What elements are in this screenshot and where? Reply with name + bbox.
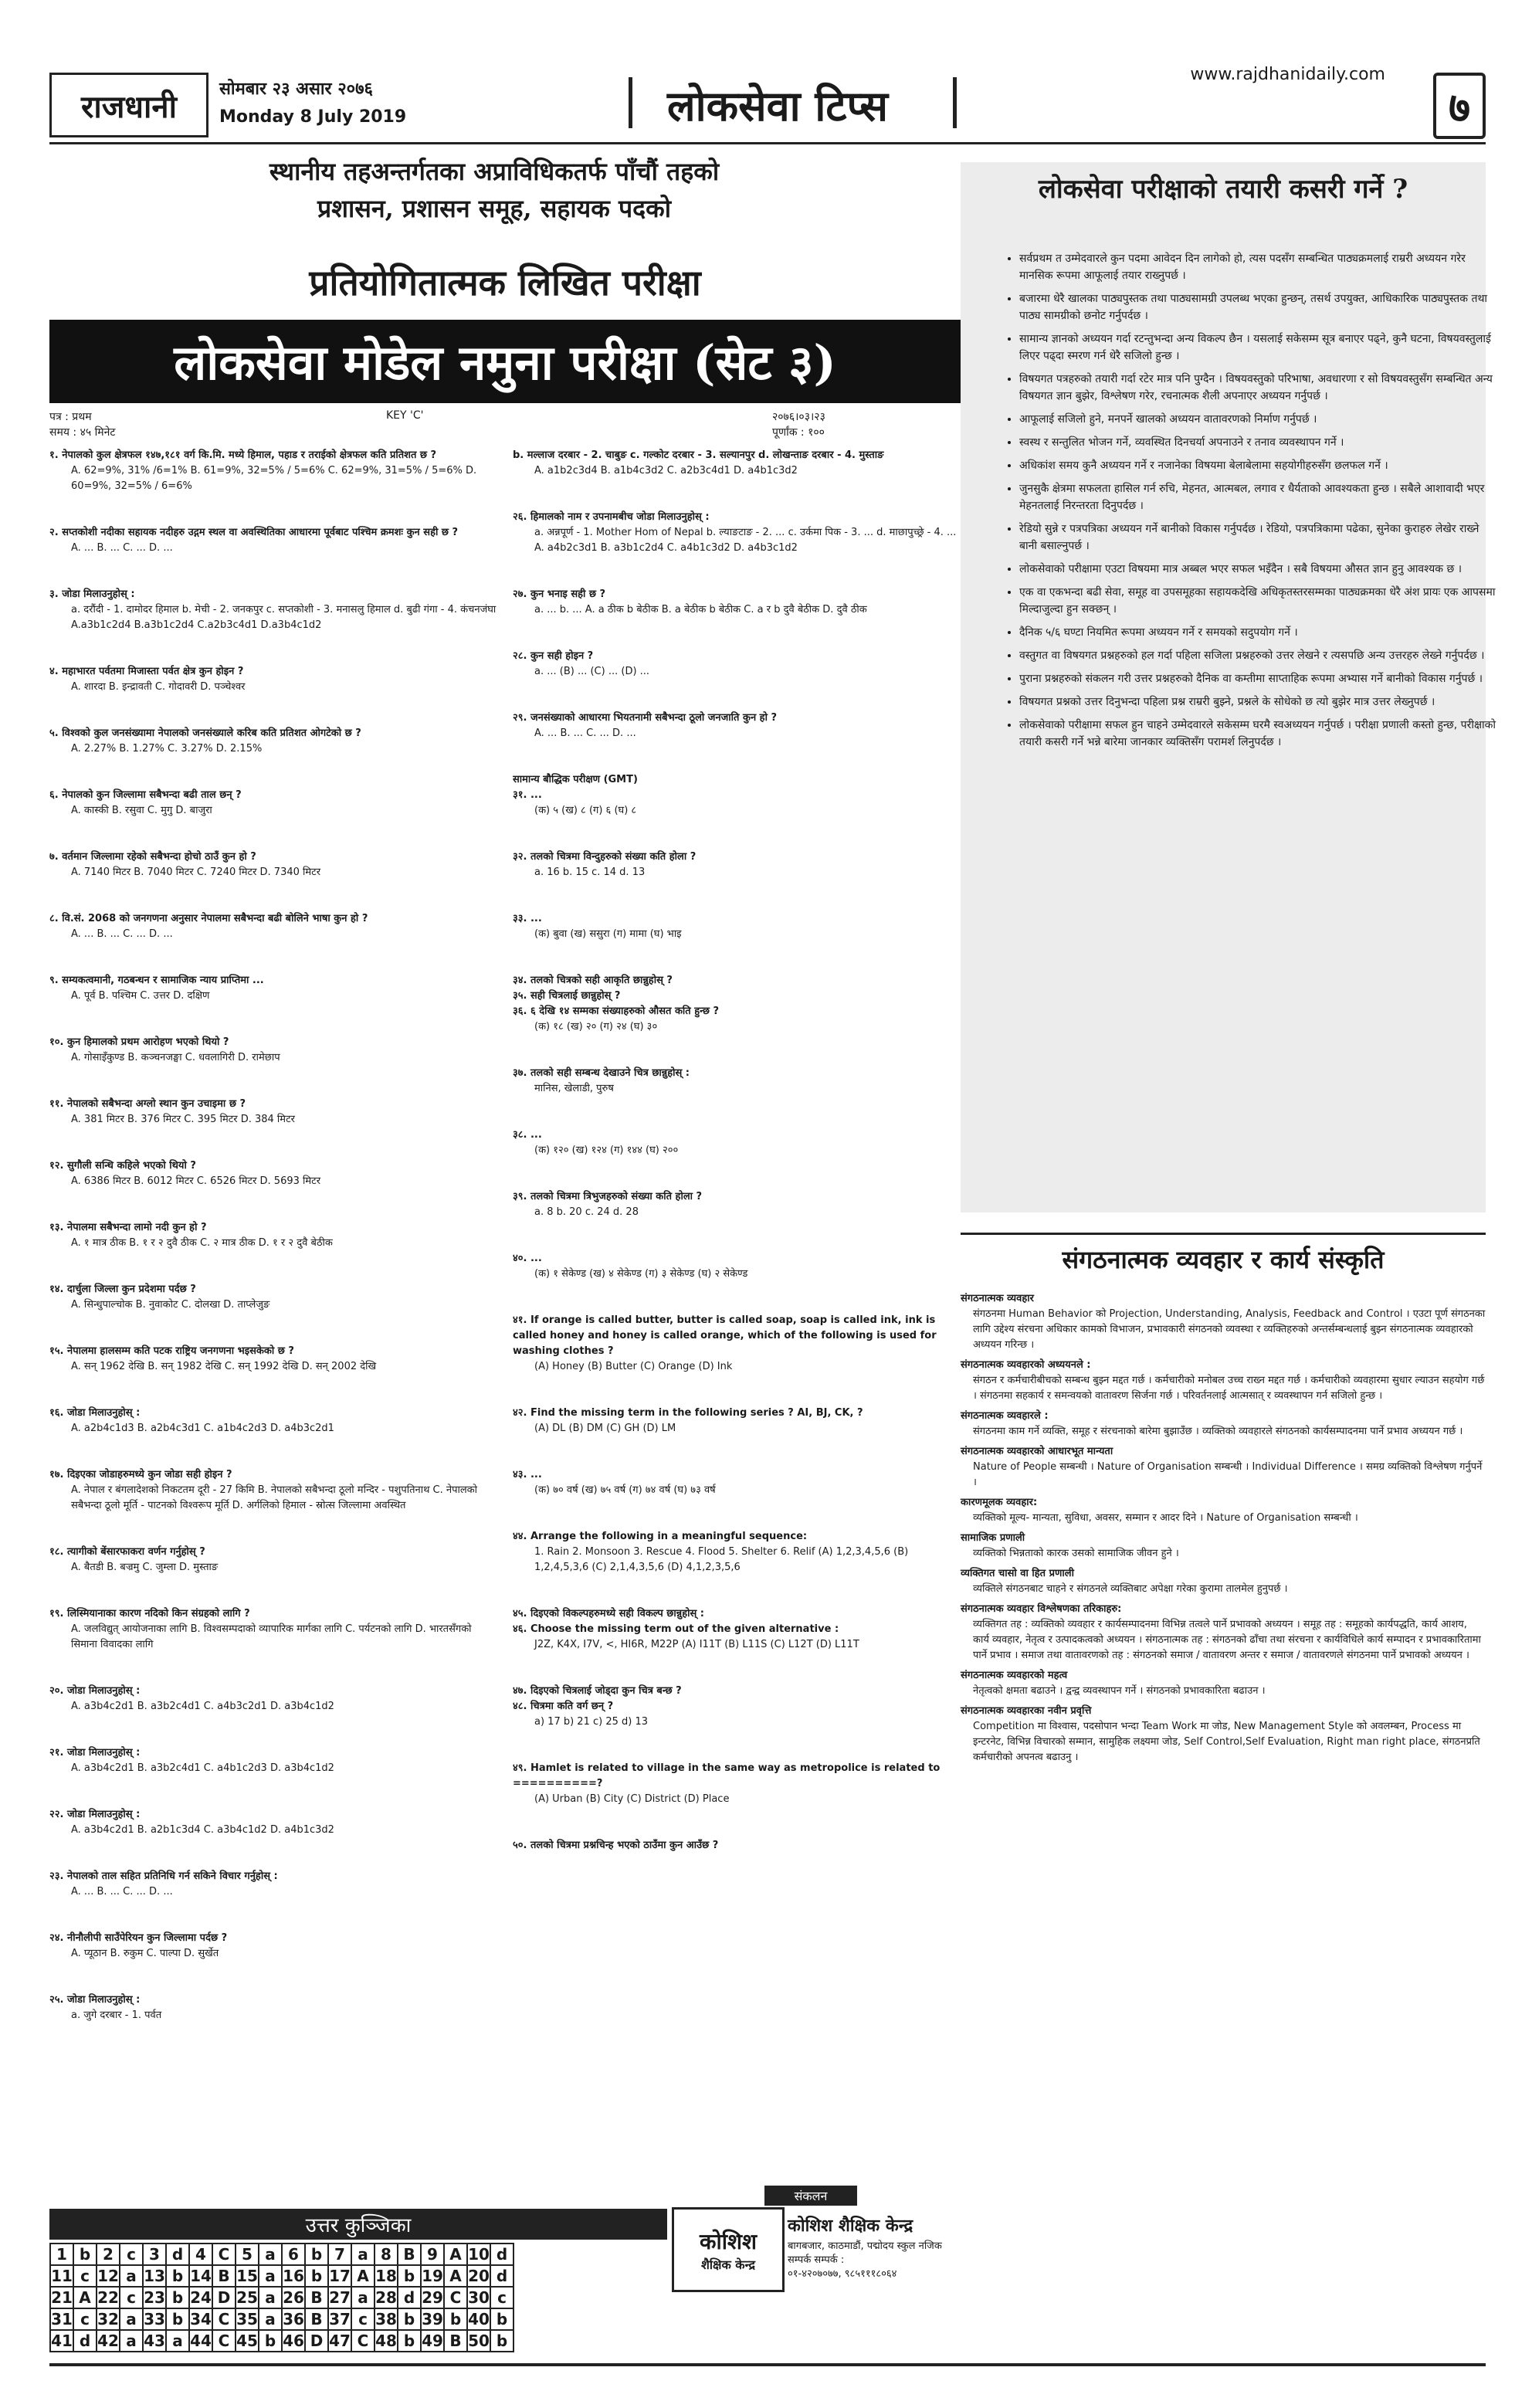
answer-cell: A xyxy=(351,2265,375,2287)
heading-line1: स्थानीय तहअन्तर्गतका अप्राविधिकतर्फ पाँचौं तहको xyxy=(269,157,720,186)
answer-cell: d xyxy=(398,2287,421,2308)
tip-item: • जुनसुकै क्षेत्रमा सफलता हासिल गर्न रुचि, मेहनत, आत्मबल, लगाव र धैर्यताको आवश्यकता हुन्छ । सबैले आशावादी भएर मेहनतलाई निरन्तरता दिनुपर्दछ । xyxy=(1019,480,1498,514)
section-heading: संगठनात्मक व्यवहारको महत्व xyxy=(961,1670,1068,1681)
question-options: (A) Urban (B) City (C) District (D) Place xyxy=(534,1793,730,1805)
answer-cell: 2 xyxy=(97,2244,120,2265)
answer-cell: d xyxy=(490,2265,513,2287)
question-text: ७. वर्तमान जिल्लामा रहेको सबैभन्दा होचो ठाउँ कुन हो ? xyxy=(49,851,256,863)
section-heading: कारणमूलक व्यवहार: xyxy=(961,1497,1038,1508)
answer-cell: 27 xyxy=(329,2288,351,2307)
answer-cell: 3 xyxy=(143,2244,166,2265)
divider xyxy=(49,142,1486,144)
question-options: (क) ७० वर्ष (ख) ७५ वर्ष (ग) ७४ वर्ष (घ) ७३ वर्ष xyxy=(534,1484,716,1496)
answer-cell: 40 xyxy=(468,2310,490,2328)
question-text: १०. कुन हिमालको प्रथम आरोहण भएको थियो ? xyxy=(49,1036,229,1048)
answer-cell: c xyxy=(120,2287,143,2308)
answer-cell: 14 xyxy=(190,2267,212,2285)
answer-cell: d xyxy=(166,2244,189,2265)
tip-item: • विषयगत पत्रहरुको तयारी गर्दा रटेर मात्र पनि पुग्दैन । विषयवस्तुको परिभाषा, अवधारणा र सो विषयवस्तुसँग सम्बन्धित अन्य विषयगत ज्ञान बुझेर, विश्लेषण गरेर, रचनात्मक शैली अपनाएर अध्ययन गर्नुपर्छ । xyxy=(1019,371,1498,405)
answer-cell: 37 xyxy=(329,2310,351,2328)
tips-title: लोकसेवा परीक्षाको तयारी कसरी गर्ने ? xyxy=(1038,174,1408,205)
answer-cell: 24 xyxy=(190,2288,212,2307)
answer-cell: B xyxy=(305,2308,328,2330)
answer-cell: C xyxy=(212,2308,236,2330)
answer-cell: b xyxy=(73,2244,97,2265)
question-text: १४. दार्चुला जिल्ला कुन प्रदेशमा पर्दछ ? xyxy=(49,1284,196,1295)
question-text: ३३. ... xyxy=(513,913,542,924)
question-text: २९. जनसंख्याको आधारमा भियतनामी सबैभन्दा ठूलो जनजाति कुन हो ? xyxy=(513,712,778,724)
answer-cell: D xyxy=(212,2287,236,2308)
phone-number: ०१-४२०७०७७, ९८५१११८०६४ xyxy=(788,2268,897,2280)
section-text: Competition मा विश्वास, पदसोपान भन्दा Team Work मा जोड, New Management Style को अवलम्बन, Process मा इन्टरनेट, विभिन्न विचारको सम्मान, सामुहिक लक्ष्यमा जोड, Self Control,Self Evaluation, Right man right place, संगठनप्रति कर्मचारीको अपनत्व बढाउनु । xyxy=(973,1721,1480,1763)
question-options: (क) १२० (ख) १२४ (ग) १४४ (घ) २०० xyxy=(534,1145,679,1156)
question-text: २. सप्तकोशी नदीका सहायक नदीहरु उद्गम स्थल वा अवस्थितिका आधारमा पूर्वबाट पश्चिम क्रमशः कुन सही छ ? xyxy=(49,527,459,538)
answer-cell: A xyxy=(444,2244,467,2265)
question-options: (क) १८ (ख) २० (ग) २४ (घ) ३० xyxy=(534,1021,658,1033)
answer-cell: 8 xyxy=(375,2244,398,2265)
model-exam-banner: लोकसेवा मोडेल नमुना परीक्षा (सेट ३) xyxy=(49,320,961,403)
answer-cell: 19 xyxy=(422,2267,443,2285)
question-options: A. नेपाल र बंगलादेशको निकटतम दूरी - 27 किमि B. नेपालको सबैभन्दा ठूलो मन्दिर - पशुपतिनाथ C. नेपालको सबैभन्दा ठूलो मूर्ति - पाटनको विश्वरूप मूर्ति D. अर्गलिको हिमाल - स्रोत्स जिल्लामा अवस्थित xyxy=(71,1484,478,1511)
question-options: A. 2.27% B. 1.27% C. 3.27% D. 2.15% xyxy=(71,743,263,755)
answer-row xyxy=(50,2265,513,2287)
answer-cell: c xyxy=(73,2308,97,2330)
tip-item: • विषयगत प्रश्नको उत्तर दिनुभन्दा पहिला प्रश्न राम्ररी बुझ्ने, प्रश्नले के सोधेको छ त्यो बुझेर मात्र उत्तर लेख्नुपर्छ । xyxy=(1019,694,1498,711)
org-behaviour-body xyxy=(961,1291,1486,1770)
question-text: २०. जोडा मिलाउनुहोस् : xyxy=(49,1685,141,1697)
question-text: ३९. तलको चित्रमा त्रिभुजहरुको संख्या कति होला ? xyxy=(513,1191,703,1202)
question-text: ३४. तलको चित्रको सही आकृति छान्नुहोस् ? xyxy=(513,975,673,986)
answer-cell: b xyxy=(490,2308,513,2330)
tip-item: • एक वा एकभन्दा बढी सेवा, समूह वा उपसमूहका सहायकदेखि अधिकृतस्तरसम्मका पाठ्यक्रमका धेरै अंश प्रायः एक आपसमा मिल्दाजुल्दा हुन सक्छन् । xyxy=(1019,584,1498,618)
question-text: ४२. Find the missing term in the following series ? AI, BJ, CK, ? xyxy=(513,1407,863,1419)
answer-cell: b xyxy=(398,2308,421,2330)
answer-key-title: उत्तर कुञ्जिका xyxy=(49,2209,667,2240)
answer-cell: A xyxy=(444,2265,467,2287)
question-text: ४३. ... xyxy=(513,1469,542,1480)
question-text: ३. जोडा मिलाउनुहोस् : xyxy=(49,588,135,600)
answer-cell: 36 xyxy=(283,2310,304,2328)
question-text: ४८. चित्रमा कति वर्ग छन् ? xyxy=(513,1701,614,1712)
question-options: A. ... B. ... C. ... D. ... xyxy=(71,542,173,554)
divider xyxy=(953,77,957,128)
question-text: ९. सम्यकत्वमानी, गठबन्धन र सामाजिक न्याय प्राप्तिमा ... xyxy=(49,975,264,986)
section-heading: व्यक्तिगत चासो वा हित प्रणाली xyxy=(961,1568,1074,1579)
question-text: १३. नेपालमा सबैभन्दा लामो नदी कुन हो ? xyxy=(49,1222,207,1233)
question-text: ४५. दिइएको विकल्पहरुमध्ये सही विकल्प छान्नुहोस् : xyxy=(513,1608,704,1619)
question-options: A. प्यूठान B. रुकुम C. पाल्पा D. सुर्खेत xyxy=(71,1948,219,1959)
tip-item: • स्वस्थ र सन्तुलित भोजन गर्ने, व्यवस्थित दिनचर्या अपनाउने र तनाव व्यवस्थापन गर्ने । xyxy=(1019,434,1498,451)
exam-subheading: प्रतियोगितात्मक लिखित परीक्षा xyxy=(309,262,701,304)
question-text: १६. जोडा मिलाउनुहोस् : xyxy=(49,1407,141,1419)
section-text: संगठनमा काम गर्ने व्यक्ति, समूह र संरचनाको बारेमा बुझाउँछ । व्यक्तिको व्यवहारले संगठनको कार्यसम्पादनमा पार्ने प्रभाव अध्ययन गर्छ । xyxy=(973,1426,1463,1437)
answer-cell: 28 xyxy=(375,2288,397,2307)
answer-cell: a xyxy=(351,2287,375,2308)
question-text: ६. नेपालको कुन जिल्लामा सबैभन्दा बढी ताल छन् ? xyxy=(49,789,242,801)
logo-text: कोशिश xyxy=(699,2229,758,2254)
answer-cell: a xyxy=(351,2244,375,2265)
date-english: Monday 8 July 2019 xyxy=(219,107,407,127)
answer-cell: 26 xyxy=(283,2288,304,2307)
answer-cell: 9 xyxy=(421,2244,444,2265)
divider xyxy=(629,77,632,128)
answer-cell: 11 xyxy=(51,2267,73,2285)
tip-item: • सामान्य ज्ञानको अध्ययन गर्दा रटन्तुभन्दा अन्य विकल्प छैन । यसलाई सकेसम्म सूत्र बनाएर पढ्ने, कुनै घटना, विषयवस्तुलाई लिएर पढ्दा स्मरण गर्न धेरै सजिलो हुन्छ । xyxy=(1019,331,1498,365)
answer-cell: b xyxy=(259,2330,282,2352)
tip-item: • लोकसेवाको परीक्षामा एउटा विषयमा मात्र अब्बल भएर सफल भइँदैन । सबै विषयमा औसत ज्ञान हुनु आवश्यक छ । xyxy=(1019,561,1498,578)
answer-cell: a xyxy=(259,2265,282,2287)
answer-row xyxy=(50,2287,513,2308)
section-text: व्यक्तिको भिन्नताको कारक उसको सामाजिक जीवन हुने । xyxy=(973,1548,1179,1559)
question-text: ४१. If orange is called butter, butter is called soap, soap is called ink, ink is called honey and honey is called orange, which of the following is used for washing clothes ? xyxy=(513,1314,937,1357)
question-options: A. a1b2c3d4 B. a1b4c3d2 C. a2b3c4d1 D. a4b1c3d2 xyxy=(534,465,798,477)
question-options: A. 7140 मिटर B. 7040 मिटर C. 7240 मिटर D. 7340 मिटर xyxy=(71,867,321,878)
question-options: A. कास्की B. रसुवा C. मुगु D. बाजुरा xyxy=(71,805,212,816)
answer-cell: 21 xyxy=(51,2288,73,2307)
tip-item: • सर्वप्रथम त उम्मेदवारले कुन पदमा आवेदन दिन लागेको हो, त्यस पदसँग सम्बन्धित पाठ्यक्रमलाई राम्ररी अध्ययन गरेर मानसिक रूपमा आफूलाई तयार राख्नुपर्छ । xyxy=(1019,250,1498,284)
issue-date xyxy=(219,76,406,131)
question-options: 1. Rain 2. Monsoon 3. Rescue 4. Flood 5. Shelter 6. Relif (A) 1,2,3,4,5,6 (B) 1,2,4,5,3,6 (C) 2,1,4,3,5,6 (D) 4,1,2,3,5,6 xyxy=(534,1546,909,1573)
answer-cell: a xyxy=(259,2287,282,2308)
question-text: २४. नीनौलीपी साउँपेरियन कुन जिल्लामा पर्दछ ? xyxy=(49,1932,228,1944)
answer-cell: b xyxy=(398,2265,421,2287)
masthead xyxy=(49,73,1486,133)
answer-cell: C xyxy=(212,2244,236,2265)
answer-cell: 6 xyxy=(282,2244,305,2265)
answer-cell: b xyxy=(490,2330,513,2352)
question-text: ४९. Hamlet is related to village in the same way as metropolice is related to ==========? xyxy=(513,1762,941,1789)
question-options: मानिस, खेलाडी, पुरुष xyxy=(534,1083,614,1094)
section-text: संगठनमा Human Behavior को Projection, Understanding, Analysis, Feedback and Control । एउटा पूर्ण संगठनका लागि उद्देश्य संरचना अधिकार कामको विभाजन, प्रभावकारी संगठनको व्यवस्था र व्यक्तिहरुको अन्तर्सम्बन्धलाई बुझ्न संगठनात्मक व्यवहारको अध्ययन गरिन्छ । xyxy=(973,1308,1486,1351)
answer-cell: 48 xyxy=(375,2332,397,2350)
answer-cell: b xyxy=(166,2287,189,2308)
answer-row xyxy=(50,2308,513,2330)
answer-cell: c xyxy=(490,2287,513,2308)
exam-marks: पूर्णांक : १०० xyxy=(772,426,825,439)
question-options: a. 16 b. 15 c. 14 d. 13 xyxy=(534,867,646,878)
question-text: ४०. ... xyxy=(513,1253,542,1264)
question-text: २१. जोडा मिलाउनुहोस् : xyxy=(49,1747,141,1759)
answer-cell: c xyxy=(73,2265,97,2287)
question-options: A. पूर्व B. पश्चिम C. उत्तर D. दक्षिण xyxy=(71,990,210,1002)
answer-cell: b xyxy=(166,2265,189,2287)
coaching-address xyxy=(788,2240,965,2281)
answer-cell: 35 xyxy=(236,2310,258,2328)
question-options: A. १ मात्र ठीक B. १ र २ दुवै ठीक C. २ मात्र ठीक D. १ र २ दुवै बेठीक xyxy=(71,1237,333,1249)
answer-cell: d xyxy=(490,2244,513,2265)
tip-item: • वस्तुगत वा विषयगत प्रश्नहरुको हल गर्दा पहिला सजिला प्रश्नहरुको उत्तर लेखने र त्यसपछि अन्य उत्तरहरु लेख्ने गर्नुपर्दछ । xyxy=(1019,647,1498,664)
answer-cell: B xyxy=(398,2244,421,2265)
tip-item: • लोकसेवाको परीक्षामा सफल हुन चाहने उम्मेदवारले सकेसम्म घरमै स्वअध्ययन गर्नुपर्छ । परीक्षा प्रणाली कस्तो हुन्छ, परीक्षाको तयारी कसरी गर्ने भन्ने बारेमा जानकार व्यक्तिसँग परामर्श लिनुपर्दछ । xyxy=(1019,717,1498,751)
answer-cell: 47 xyxy=(329,2332,351,2350)
question-options: A. 6386 मिटर B. 6012 मिटर C. 6526 मिटर D. 5693 मिटर xyxy=(71,1175,321,1187)
question-options: a) 17 b) 21 c) 25 d) 13 xyxy=(534,1716,648,1728)
question-options: (A) DL (B) DM (C) GH (D) LM xyxy=(534,1423,676,1434)
answer-cell: 15 xyxy=(236,2267,258,2285)
answer-cell: 41 xyxy=(51,2332,73,2350)
compiled-by-label: संकलन xyxy=(764,2186,857,2206)
answer-cell: 33 xyxy=(144,2310,165,2328)
answer-cell: 17 xyxy=(329,2267,351,2285)
address-line: बागबजार, काठमाडौं, पद्मोदय स्कुल नजिक xyxy=(788,2240,942,2252)
question-text: २३. नेपालको ताल सहित प्रतिनिधि गर्न सकिने विचार गर्नुहोस् : xyxy=(49,1870,278,1882)
answer-cell: 13 xyxy=(144,2267,165,2285)
question-text: १. नेपालको कुल क्षेत्रफल १४७,१८१ वर्ग कि.मि. मध्ये हिमाल, पहाड र तराईको क्षेत्रफल कति प्रतिशत छ ? xyxy=(49,449,437,461)
question-text: ३७. तलको सही सम्बन्ध देखाउने चित्र छान्नुहोस् : xyxy=(513,1067,690,1079)
answer-cell: D xyxy=(305,2330,328,2352)
section-text: व्यक्तिले संगठनबाट चाहने र संगठनले व्यक्तिबाट अपेक्षा गरेका कुरामा तालमेल हुनुपर्छ । xyxy=(973,1583,1288,1595)
question-text: ३५. सही चित्रलाई छान्नुहोस् ? xyxy=(513,990,621,1002)
answer-cell: 30 xyxy=(468,2288,490,2307)
question-options: A. ... B. ... C. ... D. ... xyxy=(534,727,636,739)
exam-time: समय : ४५ मिनेट xyxy=(49,426,116,439)
section-text: व्यक्तिको मूल्य- मान्यता, सुविधा, अवसर, सम्मान र आदर दिने । Nature of Organisation सम्बन्धी । xyxy=(973,1512,1358,1524)
question-options: a. ... (B) ... (C) ... (D) ... xyxy=(534,666,650,677)
answer-cell: 44 xyxy=(190,2332,212,2350)
answer-cell: a xyxy=(120,2265,143,2287)
answer-cell: 49 xyxy=(422,2332,443,2350)
date-nepali: सोमबार २३ असार २०७६ xyxy=(219,80,373,99)
answer-cell: 50 xyxy=(468,2332,490,2350)
question-text: १२. सुगौली सन्धि कहिले भएको थियो ? xyxy=(49,1160,196,1172)
answer-cell: b xyxy=(305,2244,328,2265)
org-behaviour-title: संगठनात्मक व्यवहार र कार्य संस्कृति xyxy=(961,1233,1486,1276)
answer-cell: C xyxy=(444,2287,467,2308)
answer-cell: C xyxy=(212,2330,236,2352)
tip-item: • रेडियो सुन्ने र पत्रपत्रिका अध्ययन गर्ने बानीको विकास गर्नुपर्दछ । रेडियो, पत्रपत्रिकामा पढेका, सुनेका कुराहरु लेखेर राख्ने बानी बसाल्नुपर्छ । xyxy=(1019,521,1498,555)
question-text: ३८. ... xyxy=(513,1129,542,1141)
question-text: ३६. ६ देखि १४ सम्मका संख्याहरुको औसत कति हुन्छ ? xyxy=(513,1006,720,1017)
answer-cell: 18 xyxy=(375,2267,397,2285)
exam-date: २०७६।०३।२३ xyxy=(772,411,825,423)
question-options: a. 8 b. 20 c. 24 d. 28 xyxy=(534,1206,639,1218)
answer-cell: 16 xyxy=(283,2267,304,2285)
question-options: (क) १ सेकेण्ड (ख) ४ सेकेण्ड (ग) ३ सेकेण्ड (घ) २ सेकेण्ड xyxy=(534,1268,748,1280)
answer-cell: b xyxy=(305,2265,328,2287)
question-text: ४४. Arrange the following in a meaningful sequence: xyxy=(513,1531,808,1542)
answer-cell: 12 xyxy=(97,2267,119,2285)
answer-cell: 7 xyxy=(328,2244,351,2265)
question-options: (क) ५ (ख) ८ (ग) ६ (घ) ८ xyxy=(534,805,637,816)
question-text: १९. लिस्मियानाका कारण नदिको किन संग्रहको लागि ? xyxy=(49,1608,250,1619)
question-options: A. ... B. ... C. ... D. ... xyxy=(71,1886,173,1898)
question-text: ४७. दिइएको चित्रलाई जोड्दा कुन चित्र बन्छ ? xyxy=(513,1685,682,1697)
question-options: A. सिन्धुपाल्चोक B. नुवाकोट C. दोलखा D. ताप्लेजुङ xyxy=(71,1299,270,1311)
answer-cell: 23 xyxy=(144,2288,165,2307)
answer-cell: 4 xyxy=(189,2244,212,2265)
answer-cell: 42 xyxy=(97,2332,119,2350)
question-text: २२. जोडा मिलाउनुहोस् : xyxy=(49,1809,141,1820)
answer-cell: 31 xyxy=(51,2310,73,2328)
question-options: A. गोसाइँकुण्ड B. कञ्चनजङ्घा C. धवलागिरी D. रामेछाप xyxy=(71,1052,280,1063)
section-text: व्यक्तिगत तह : व्यक्तिको व्यवहार र कार्यसम्पादनमा विभिन्न तत्वले पार्ने प्रभावको अध्ययन । समूह तह : समूहको कार्यपद्धति, कार्य आशय, कार्य व्यवहार, नेतृत्व र उत्पादकत्वको अध्ययन । संगठनात्मक तह : संगठनको ढाँचा तथा संरचना र कार्यविधिले कार्य सम्पादन र प्रभावकारितामा पार्ने प्रभाव । समाज तथा वातावरणको तह : संगठनको समाज / वातावरण अन्तर र समाज / वातावरणले संगठनमा पार्ने प्रभावको अध्ययन । xyxy=(973,1619,1481,1661)
section-heading: संगठनात्मक व्यवहारले : xyxy=(961,1410,1049,1422)
question-options: A. बैतडी B. बज्रमु C. जुम्ला D. मुस्ताङ xyxy=(71,1562,219,1573)
answer-row xyxy=(50,2244,513,2265)
question-text: ३१. ... xyxy=(513,789,542,801)
answer-cell: 39 xyxy=(422,2310,443,2328)
question-options: A. 381 मिटर B. 376 मिटर C. 395 मिटर D. 384 मिटर xyxy=(71,1114,295,1125)
questions-column-2 xyxy=(513,448,961,2193)
question-options: A. शारदा B. इन्द्रावती C. गोदावरी D. पञ्चेश्वर xyxy=(71,681,246,693)
question-text: ५०. तलको चित्रमा प्रश्नचिन्ह भएको ठाउँमा कुन आउँछ ? xyxy=(513,1840,719,1851)
question-text: सामान्य बौद्धिक परीक्षण (GMT) xyxy=(513,774,638,785)
answer-cell: 34 xyxy=(190,2310,212,2328)
paper-logo: राजधानी xyxy=(49,73,208,137)
answer-cell: 25 xyxy=(236,2288,258,2307)
questions-column-1 xyxy=(49,448,497,2193)
section-text: Nature of People सम्बन्धी । Nature of Organisation सम्बन्धी । Individual Difference । समग्र व्यक्तिको विश्लेषण गर्नुपर्ने । xyxy=(973,1461,1483,1488)
website-url[interactable]: www.rajdhanidaily.com xyxy=(1190,65,1385,84)
question-options: A. a2b4c1d3 B. a2b4c3d1 C. a1b4c2d3 D. a4b3c2d1 xyxy=(71,1423,334,1434)
answer-cell: B xyxy=(212,2265,236,2287)
coaching-credit xyxy=(672,2186,965,2294)
question-text: ८. वि.सं. 2068 को जनगणना अनुसार नेपालमा सबैभन्दा बढी बोलिने भाषा कुन हो ? xyxy=(49,913,368,924)
tip-item: • आफूलाई सजिलो हुने, मनपर्ने खालको अध्ययन वातावरणको निर्माण गर्नुपर्छ । xyxy=(1019,411,1498,428)
answer-cell: 45 xyxy=(236,2332,258,2350)
answer-cell: 46 xyxy=(283,2332,304,2350)
section-text: नेतृत्वको क्षमता बढाउने । द्वन्द्व व्यवस्थापन गर्ने । संगठनको प्रभावकारिता बढाउन । xyxy=(973,1685,1266,1697)
exam-paper: पत्र : प्रथम xyxy=(49,411,92,423)
question-options: (क) बुवा (ख) ससुरा (ग) मामा (घ) भाइ xyxy=(534,928,682,940)
answer-cell: c xyxy=(120,2244,143,2265)
footer-rule xyxy=(49,2363,1486,2366)
answer-cell: a xyxy=(166,2330,189,2352)
answer-row xyxy=(50,2330,513,2352)
answer-cell: 10 xyxy=(468,2245,490,2264)
answer-cell: a xyxy=(120,2308,143,2330)
exam-key: KEY 'C' xyxy=(386,409,424,422)
answer-cell: a xyxy=(259,2308,282,2330)
answer-cell: b xyxy=(444,2308,467,2330)
question-text: ३२. तलको चित्रमा विन्दुहरुको संख्या कति होला ? xyxy=(513,851,697,863)
question-options: A. जलविद्युत् आयोजनाका लागि B. विश्वसम्पदाको व्यापारिक मार्गका लागि C. पर्यटनको लागि D. भारतसँगको सिमाना विवादका लागि xyxy=(71,1623,472,1650)
answer-cell: b xyxy=(166,2308,189,2330)
question-options: J2Z, K4X, I7V, <, HI6R, M22P (A) I11T (B) L11S (C) L12T (D) L11T xyxy=(534,1639,859,1650)
answer-cell: B xyxy=(444,2330,467,2352)
answer-cell: a xyxy=(259,2244,282,2265)
answer-cell: 1 xyxy=(50,2244,73,2265)
page-number: ७ xyxy=(1433,73,1486,139)
section-heading: संगठनात्मक व्यवहार xyxy=(961,1293,1034,1304)
section-heading: सामाजिक प्रणाली xyxy=(961,1532,1025,1544)
section-heading: संगठनात्मक व्यवहारको अध्ययनले : xyxy=(961,1359,1091,1371)
answer-cell: 32 xyxy=(97,2310,119,2328)
question-text: २७. कुन भनाइ सही छ ? xyxy=(513,588,606,600)
question-text: २८. कुन सही होइन ? xyxy=(513,650,594,662)
answer-cell: 29 xyxy=(422,2288,443,2307)
answer-cell: C xyxy=(351,2330,375,2352)
question-options: (A) Honey (B) Butter (C) Orange (D) Ink xyxy=(534,1361,733,1372)
tip-item: • दैनिक ५/६ घण्टा नियमित रूपमा अध्ययन गर्ने र समयको सदुपयोग गर्ने । xyxy=(1019,624,1498,641)
answer-cell: 43 xyxy=(144,2332,165,2350)
question-options: a. अन्नपूर्ण - 1. Mother Hom of Nepal b. ल्याङटाङ - 2. ... c. उर्कमा पिक - 3. ... d. माछापुच्छ्रे - 4. ... A. a4b2c3d1 B. a3b1c2d4 C. a4b1c3d2 D. a4b3c1d2 xyxy=(534,527,957,554)
question-options: a. ... b. ... A. a ठीक b बेठीक B. a बेठीक b बेठीक C. a र b दुवै बेठीक D. दुवै ठीक xyxy=(534,604,867,616)
coaching-name: कोशिश शैक्षिक केन्द्र xyxy=(788,2216,913,2236)
answer-cell: b xyxy=(398,2330,421,2352)
question-text: १८. त्यागीको बेंसारफाकरा वर्णन गर्नुहोस् ? xyxy=(49,1546,205,1558)
question-options: a. दरौंदी - 1. दामोदर हिमाल b. मेची - 2. जनकपुर c. सप्तकोशी - 3. मनासलु हिमाल d. बुढी गंगा - 4. कंचनजंघा A.a3b1c2d4 B.a3b1c2d4 C.a2b3c4d1 D.a3b4c1d2 xyxy=(71,604,497,631)
answer-cell: 5 xyxy=(236,2244,259,2265)
section-text: संगठन र कर्मचारीबीचको सम्बन्ध बुझ्न मद्दत गर्छ । कर्मचारीको मनोबल उच्च राख्न मद्दत गर्छ । कर्मचारीको व्यवहारमा सुधार ल्याउन सहयोग गर्छ । संगठनमा सहकार्य र समन्वयको वातावरण सिर्जना गर्छ । परिवर्तनलाई आत्मसात् र व्यवस्थापन गर्न सजिलो हुन्छ । xyxy=(973,1375,1485,1402)
question-options: a. जुगे दरबार - 1. पर्वत xyxy=(71,2009,162,2021)
answer-cell: 22 xyxy=(97,2288,119,2307)
answer-cell: B xyxy=(305,2287,328,2308)
question-options: A. a3b4c2d1 B. a2b1c3d4 C. a3b4c1d2 D. a4b1c3d2 xyxy=(71,1824,334,1836)
tip-item: • पुराना प्रश्नहरुको संकलन गरी उत्तर प्रश्नहरुको दैनिक वा कम्तीमा साप्ताहिक रूपमा अभ्यास गर्ने बानीको विकास गर्नुपर्छ । xyxy=(1019,670,1498,687)
question-text: ४. महाभारत पर्वतमा मिजास्ता पर्वत क्षेत्र कुन होइन ? xyxy=(49,666,244,677)
answer-cell: 20 xyxy=(468,2267,490,2285)
heading-line2: प्रशासन, प्रशासन समूह, सहायक पदको xyxy=(317,194,671,223)
answer-key-table xyxy=(49,2243,514,2352)
tip-item: • बजारमा धेरै खालका पाठ्यपुस्तक तथा पाठ्यसामग्री उपलब्ध भएका हुन्छन्, तसर्थ उपयुक्त, आधिकारिक पाठ्यपुस्तक तथा पाठ्य सामग्रीको छनोट गर्नुपर्दछ । xyxy=(1019,290,1498,324)
question-options: A. 62=9%, 31% /6=1% B. 61=9%, 32=5% / 5=6% C. 62=9%, 31=5% / 5=6% D. 60=9%, 32=5% / 6=6% xyxy=(71,465,477,492)
section-heading: संगठनात्मक व्यवहार विश्लेषणका तरिकाहरु: xyxy=(961,1603,1122,1615)
section-heading: संगठनात्मक व्यवहारका नवीन प्रवृत्ति xyxy=(961,1705,1092,1717)
question-text: २६. हिमालको नाम र उपनामबीच जोडा मिलाउनुहोस् : xyxy=(513,511,710,523)
question-text: ४६. Choose the missing term out of the given alternative : xyxy=(513,1623,839,1635)
question-text: ५. विश्वको कुल जनसंख्यामा नेपालको जनसंख्याले करिब कति प्रतिशत ओगटेको छ ? xyxy=(49,727,361,739)
question-text: १५. नेपालमा हालसम्म कति पटक राष्ट्रिय जनगणना भइसकेको छ ? xyxy=(49,1345,294,1357)
section-heading: संगठनात्मक व्यवहारको आधारभूत मान्यता xyxy=(961,1446,1113,1457)
question-options: A. सन् 1962 देखि B. सन् 1982 देखि C. सन् 1992 देखि D. सन् 2002 देखि xyxy=(71,1361,377,1372)
question-options: A. ... B. ... C. ... D. ... xyxy=(71,928,173,940)
question-text: २५. जोडा मिलाउनुहोस् : xyxy=(49,1994,141,2006)
coaching-logo xyxy=(672,2207,785,2292)
question-text: ११. नेपालको सबैभन्दा अग्लो स्थान कुन उचाइमा छ ? xyxy=(49,1098,246,1110)
question-options: A. a3b4c2d1 B. a3b2c4d1 C. a4b1c2d3 D. a3b4c1d2 xyxy=(71,1762,334,1774)
tips-list xyxy=(988,250,1498,757)
tip-item: • अधिकांश समय कुनै अध्ययन गर्ने र नजानेका विषयमा बेलाबेलामा सहयोगीहरुसँग छलफल गर्ने । xyxy=(1019,457,1498,474)
question-text: b. मल्लाज दरबार - 2. चाबुङ c. गल्कोट दरबार - 3. सल्यानपुर d. लोखन्ताङ दरबार - 4. मुस्ताङ xyxy=(513,449,884,461)
question-options: A. a3b4c2d1 B. a3b2c4d1 C. a4b3c2d1 D. a3b4c1d2 xyxy=(71,1701,334,1712)
question-text: १७. दिइएका जोडाहरुमध्ये कुन जोडा सही होइन ? xyxy=(49,1469,232,1480)
answer-cell: 38 xyxy=(375,2310,397,2328)
answer-cell: c xyxy=(351,2308,375,2330)
answer-cell: A xyxy=(73,2287,97,2308)
contact-label: सम्पर्क सम्पर्क : xyxy=(788,2254,845,2266)
answer-cell: a xyxy=(120,2330,143,2352)
answer-cell: d xyxy=(73,2330,97,2352)
logo-subtext: शैक्षिक केन्द्र xyxy=(700,2257,756,2272)
exam-heading xyxy=(201,153,788,227)
section-title: लोकसेवा टिप्स xyxy=(667,81,889,131)
